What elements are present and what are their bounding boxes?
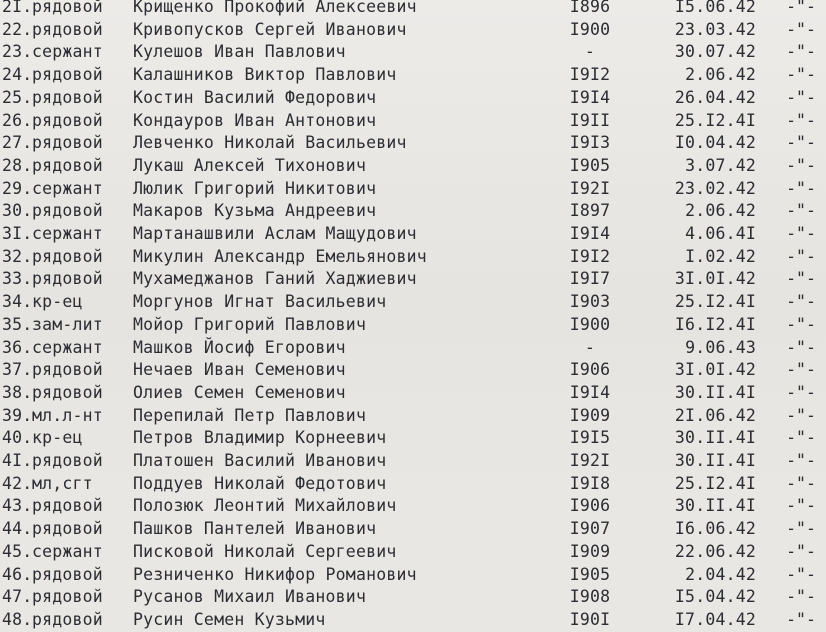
row-date: I6.I2.4I bbox=[674, 314, 756, 334]
row-year: I9I4 bbox=[569, 382, 611, 402]
row-name: Люлик Григорий Никитович bbox=[133, 178, 377, 198]
row-name: Полозюк Леонтий Михайлович bbox=[133, 496, 397, 516]
row-num: 38. bbox=[2, 382, 33, 402]
row-name: Кулешов Иван Павлович bbox=[133, 42, 346, 62]
ditto-mark: -"- bbox=[786, 541, 816, 561]
row-rank: рядовой bbox=[32, 201, 103, 221]
row-date: I.02.42 bbox=[685, 246, 756, 266]
row-rank: рядовой bbox=[32, 19, 103, 39]
ditto-mark: -"- bbox=[786, 65, 816, 85]
row-name: Микулин Александр Емельянович bbox=[133, 246, 427, 266]
row-name: Макаров Кузьма Андреевич bbox=[133, 201, 377, 221]
row-name: Писковой Николай Сергеевич bbox=[133, 541, 397, 561]
row-rank: рядовой bbox=[32, 609, 103, 629]
ditto-mark: -"- bbox=[786, 42, 816, 62]
row-year: I9I5 bbox=[569, 428, 611, 448]
ditto-mark: -"- bbox=[786, 224, 816, 243]
ditto-mark: -"- bbox=[786, 360, 816, 380]
row-date: I7.04.42 bbox=[674, 609, 756, 629]
row-year: I9I4 bbox=[569, 224, 611, 243]
row-rank: сержант bbox=[32, 337, 103, 357]
row-date: 30.II.4I bbox=[674, 428, 756, 448]
row-num: 37. bbox=[2, 360, 33, 380]
ditto-mark: -"- bbox=[786, 292, 816, 312]
list-row bbox=[0, 450, 826, 473]
row-date: 22.06.42 bbox=[674, 541, 756, 561]
list-row bbox=[0, 87, 826, 110]
list-row bbox=[0, 359, 826, 382]
row-num: 26. bbox=[2, 110, 33, 130]
ditto-mark: -"- bbox=[786, 405, 816, 425]
row-rank: рядовой bbox=[32, 65, 103, 85]
ditto-mark: -"- bbox=[786, 496, 816, 516]
list-row bbox=[0, 246, 826, 269]
row-num: 47. bbox=[2, 587, 33, 607]
list-row bbox=[0, 473, 826, 496]
row-rank: сержант bbox=[32, 42, 103, 62]
row-year: I9I8 bbox=[569, 473, 611, 493]
row-year: I909 bbox=[569, 541, 611, 561]
row-date: I5.06.42 bbox=[674, 0, 756, 16]
ditto-mark: -"- bbox=[786, 473, 816, 493]
row-rank: кр-ец bbox=[32, 292, 83, 312]
row-name: Костин Василий Федорович bbox=[133, 87, 377, 107]
ditto-mark: -"- bbox=[786, 451, 816, 470]
row-date: 9.06.43 bbox=[685, 337, 756, 357]
row-name: Резниченко Никифор Романович bbox=[133, 564, 417, 584]
row-date: 2.06.42 bbox=[685, 201, 756, 221]
row-date: 30.II.4I bbox=[674, 451, 756, 470]
list-row bbox=[0, 178, 826, 201]
row-year: I906 bbox=[569, 360, 611, 380]
row-year: I906 bbox=[569, 496, 611, 516]
row-name: Лукаш Алексей Тихонович bbox=[133, 155, 367, 175]
row-name: Кривопусков Сергей Иванович bbox=[133, 19, 407, 39]
row-name: Мартанашвили Аслам Мащудович bbox=[133, 224, 417, 243]
row-rank: рядовой bbox=[32, 0, 103, 16]
row-name: Пашков Пантелей Иванович bbox=[133, 519, 377, 539]
row-num: 4I. bbox=[2, 451, 33, 470]
row-num: 22. bbox=[2, 19, 33, 39]
row-name: Олиев Семен Семенович bbox=[133, 382, 346, 402]
ditto-mark: -"- bbox=[786, 155, 816, 175]
row-year: I896 bbox=[569, 0, 611, 16]
row-rank: рядовой bbox=[32, 451, 103, 470]
row-date: 26.04.42 bbox=[674, 87, 756, 107]
row-name: Калашников Виктор Павлович bbox=[133, 65, 397, 85]
row-date: 30.07.42 bbox=[674, 42, 756, 62]
row-num: 32. bbox=[2, 246, 33, 266]
row-name: Машков Йосиф Егорович bbox=[133, 337, 346, 357]
row-date: 4.06.4I bbox=[685, 224, 756, 243]
row-rank: мл.л-нт bbox=[32, 405, 103, 425]
ditto-mark: -"- bbox=[786, 19, 816, 39]
row-rank: рядовой bbox=[32, 587, 103, 607]
row-rank: сержант bbox=[32, 224, 103, 243]
row-name: Кондауров Иван Антонович bbox=[133, 110, 377, 130]
row-name: Поддуев Николай Федотович bbox=[133, 473, 387, 493]
row-date: 23.03.42 bbox=[674, 19, 756, 39]
row-num: 25. bbox=[2, 87, 33, 107]
list-row bbox=[0, 19, 826, 42]
row-date: 3I.0I.42 bbox=[674, 360, 756, 380]
row-num: 28. bbox=[2, 155, 33, 175]
row-date: 25.I2.4I bbox=[674, 292, 756, 312]
row-num: 24. bbox=[2, 65, 33, 85]
row-rank: мл,сгт bbox=[32, 473, 93, 493]
list-row bbox=[0, 155, 826, 178]
row-rank: рядовой bbox=[32, 87, 103, 107]
row-num: 23. bbox=[2, 42, 33, 62]
row-rank: рядовой bbox=[32, 269, 103, 289]
row-num: 45. bbox=[2, 541, 33, 561]
list-row bbox=[0, 314, 826, 337]
row-num: 2I. bbox=[2, 0, 33, 16]
ditto-mark: -"- bbox=[786, 201, 816, 221]
list-row bbox=[0, 382, 826, 405]
row-name: Нечаев Иван Семенович bbox=[133, 360, 346, 380]
row-date: 30.II.4I bbox=[674, 496, 756, 516]
list-row bbox=[0, 291, 826, 314]
row-year: I905 bbox=[569, 564, 611, 584]
row-name: Левченко Николай Васильевич bbox=[133, 133, 407, 153]
ditto-mark: -"- bbox=[786, 587, 816, 607]
row-num: 48. bbox=[2, 609, 33, 629]
row-date: I0.04.42 bbox=[674, 133, 756, 153]
row-name: Моргунов Игнат Васильевич bbox=[133, 292, 387, 312]
row-name: Платошен Василий Иванович bbox=[133, 451, 387, 470]
list-row bbox=[0, 64, 826, 87]
row-rank: рядовой bbox=[32, 155, 103, 175]
row-rank: рядовой bbox=[32, 382, 103, 402]
row-year: I92I bbox=[569, 178, 611, 198]
ditto-mark: -"- bbox=[786, 609, 816, 629]
row-name: Петров Владимир Корнеевич bbox=[133, 428, 387, 448]
row-year: - bbox=[584, 337, 596, 357]
ditto-mark: -"- bbox=[786, 178, 816, 198]
row-num: 35. bbox=[2, 314, 33, 334]
row-year: I905 bbox=[569, 155, 611, 175]
row-rank: рядовой bbox=[32, 110, 103, 130]
row-year: I908 bbox=[569, 587, 611, 607]
row-year: I909 bbox=[569, 405, 611, 425]
list-row bbox=[0, 132, 826, 155]
row-name: Крищенко Прокофий Алексеевич bbox=[133, 0, 417, 16]
row-rank: рядовой bbox=[32, 246, 103, 266]
row-year: I92I bbox=[569, 451, 611, 470]
row-num: 39. bbox=[2, 405, 33, 425]
row-name: Мухамеджанов Ганий Хаджиевич bbox=[133, 269, 417, 289]
row-name: Русанов Михаил Иванович bbox=[133, 587, 367, 607]
row-num: 42. bbox=[2, 473, 33, 493]
list-row bbox=[0, 609, 826, 632]
row-num: 36. bbox=[2, 337, 33, 357]
row-rank: рядовой bbox=[32, 496, 103, 516]
row-name: Мойор Григорий Павлович bbox=[133, 314, 367, 334]
list-row bbox=[0, 200, 826, 223]
list-row bbox=[0, 41, 826, 64]
row-rank: сержант bbox=[32, 178, 103, 198]
list-row bbox=[0, 223, 826, 246]
row-year: I9I2 bbox=[569, 65, 611, 85]
row-rank: рядовой bbox=[32, 519, 103, 539]
row-num: 29. bbox=[2, 178, 33, 198]
row-name: Русин Семен Кузьмич bbox=[133, 609, 326, 629]
row-rank: кр-ец bbox=[32, 428, 83, 448]
row-date: 3I.0I.42 bbox=[674, 269, 756, 289]
row-date: I5.04.42 bbox=[674, 587, 756, 607]
row-num: 46. bbox=[2, 564, 33, 584]
ditto-mark: -"- bbox=[786, 428, 816, 448]
row-year: I900 bbox=[569, 19, 611, 39]
row-date: 3.07.42 bbox=[685, 155, 756, 175]
row-year: I9I3 bbox=[569, 133, 611, 153]
list-row bbox=[0, 337, 826, 360]
row-num: 3I. bbox=[2, 224, 33, 243]
row-num: 40. bbox=[2, 428, 33, 448]
row-year: I900 bbox=[569, 314, 611, 334]
row-num: 34. bbox=[2, 292, 33, 312]
row-rank: рядовой bbox=[32, 564, 103, 584]
ditto-mark: -"- bbox=[786, 110, 816, 130]
ditto-mark: -"- bbox=[786, 314, 816, 334]
row-num: 30. bbox=[2, 201, 33, 221]
row-year: I90I bbox=[569, 609, 611, 629]
list-row bbox=[0, 268, 826, 291]
row-date: 23.02.42 bbox=[674, 178, 756, 198]
row-date: 2.06.42 bbox=[685, 65, 756, 85]
row-rank: сержант bbox=[32, 541, 103, 561]
row-year: I903 bbox=[569, 292, 611, 312]
row-num: 43. bbox=[2, 496, 33, 516]
row-year: I907 bbox=[569, 519, 611, 539]
ditto-mark: -"- bbox=[786, 133, 816, 153]
list-row bbox=[0, 586, 826, 609]
ditto-mark: -"- bbox=[786, 246, 816, 266]
list-row bbox=[0, 110, 826, 133]
row-year: I897 bbox=[569, 201, 611, 221]
ditto-mark: -"- bbox=[786, 269, 816, 289]
row-rank: рядовой bbox=[32, 360, 103, 380]
row-date: 30.II.4I bbox=[674, 382, 756, 402]
list-row bbox=[0, 518, 826, 541]
ditto-mark: -"- bbox=[786, 87, 816, 107]
row-date: 2I.06.42 bbox=[674, 405, 756, 425]
row-num: 33. bbox=[2, 269, 33, 289]
row-year: - bbox=[584, 42, 596, 62]
row-year: I9II bbox=[569, 110, 611, 130]
ditto-mark: -"- bbox=[786, 519, 816, 539]
row-date: 25.I2.4I bbox=[674, 473, 756, 493]
list-row bbox=[0, 541, 826, 564]
list-row bbox=[0, 405, 826, 428]
row-date: 25.I2.4I bbox=[674, 110, 756, 130]
list-row bbox=[0, 564, 826, 587]
ditto-mark: -"- bbox=[786, 382, 816, 402]
ditto-mark: -"- bbox=[786, 564, 816, 584]
row-num: 27. bbox=[2, 133, 33, 153]
list-row bbox=[0, 427, 826, 450]
list-row bbox=[0, 0, 826, 19]
row-year: I9I7 bbox=[569, 269, 611, 289]
row-year: I9I2 bbox=[569, 246, 611, 266]
row-name: Перепилай Петр Павлович bbox=[133, 405, 367, 425]
ditto-mark: -"- bbox=[786, 337, 816, 357]
ditto-mark: -"- bbox=[786, 0, 816, 16]
row-rank: зам-лит bbox=[32, 314, 103, 334]
row-rank: рядовой bbox=[32, 133, 103, 153]
row-num: 44. bbox=[2, 519, 33, 539]
row-date: I6.06.42 bbox=[674, 519, 756, 539]
row-date: 2.04.42 bbox=[685, 564, 756, 584]
row-year: I9I4 bbox=[569, 87, 611, 107]
